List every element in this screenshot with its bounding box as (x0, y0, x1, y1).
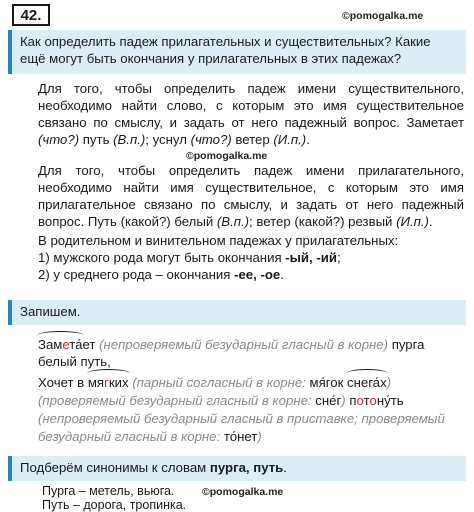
question-text: Как определить падеж прилагательных и существительных? Какие ещё могут быть окончания у прилагательных в этих падежах? (20, 34, 431, 66)
watermark: ©pomogalka.me (202, 486, 284, 498)
root-arc-word: Замета́ (38, 337, 83, 352)
watermark: ©pomogalka.me (342, 10, 424, 22)
watermark: ©pomogalka.me (186, 150, 268, 162)
example-sentence-2: Хочет в мягких (парный согласный в корне: мя́гок снега́х) (проверяемый безударный гласный в корне: сне́г) потону́ть (непроверяемый безударный гласный в приставке; проверяемый безударный гласный в корне: то́нет) (38, 375, 445, 444)
synonyms-block: Подберём синонимы к словам пурга, путь. (8, 456, 466, 481)
example-sentence-1: Замета́ет (непроверяемый безударный гласный в корне) пурга белый путь, (38, 337, 425, 369)
paragraph-adjective-case: Для того, чтобы определить падеж имени прилагательного, необходимо найти имя существительное, с которым это имя прилагательное связано по смыслу, и задать от него падежный вопрос. Путь (какой?) белый (В.п.); ветер (какой?) резвый (И.п.). (38, 163, 464, 229)
endings-list (12, 232, 464, 283)
paragraph-noun-case: Для того, чтобы определить падеж имени существительного, необходимо найти слово, с которым это имя существительное связано по смыслу, и задать от него падежный вопрос. Заметает (что?) путь (В.п.); уснул (что?) ветер (И.п.). (38, 81, 464, 147)
synonym-line-purga: Пурга – метель, вьюга. (42, 484, 175, 498)
exercise-number: 42. (12, 4, 50, 26)
question-block (8, 30, 466, 74)
endings-item-masculine: 1) мужского рода могут быть окончания -ый, -ий; (38, 250, 341, 265)
root-arc-word: мягких (87, 375, 129, 390)
endings-intro: В родительном и винительном падежах у прилагательных: (38, 233, 399, 248)
zapishem-block (8, 300, 466, 325)
endings-item-neuter: 2) у среднего рода – окончания -ее, -ое. (38, 267, 284, 282)
synonym-line-put: Путь – дорога, тропинка. (42, 498, 187, 512)
zapishem-label: Запишем. (20, 304, 81, 319)
